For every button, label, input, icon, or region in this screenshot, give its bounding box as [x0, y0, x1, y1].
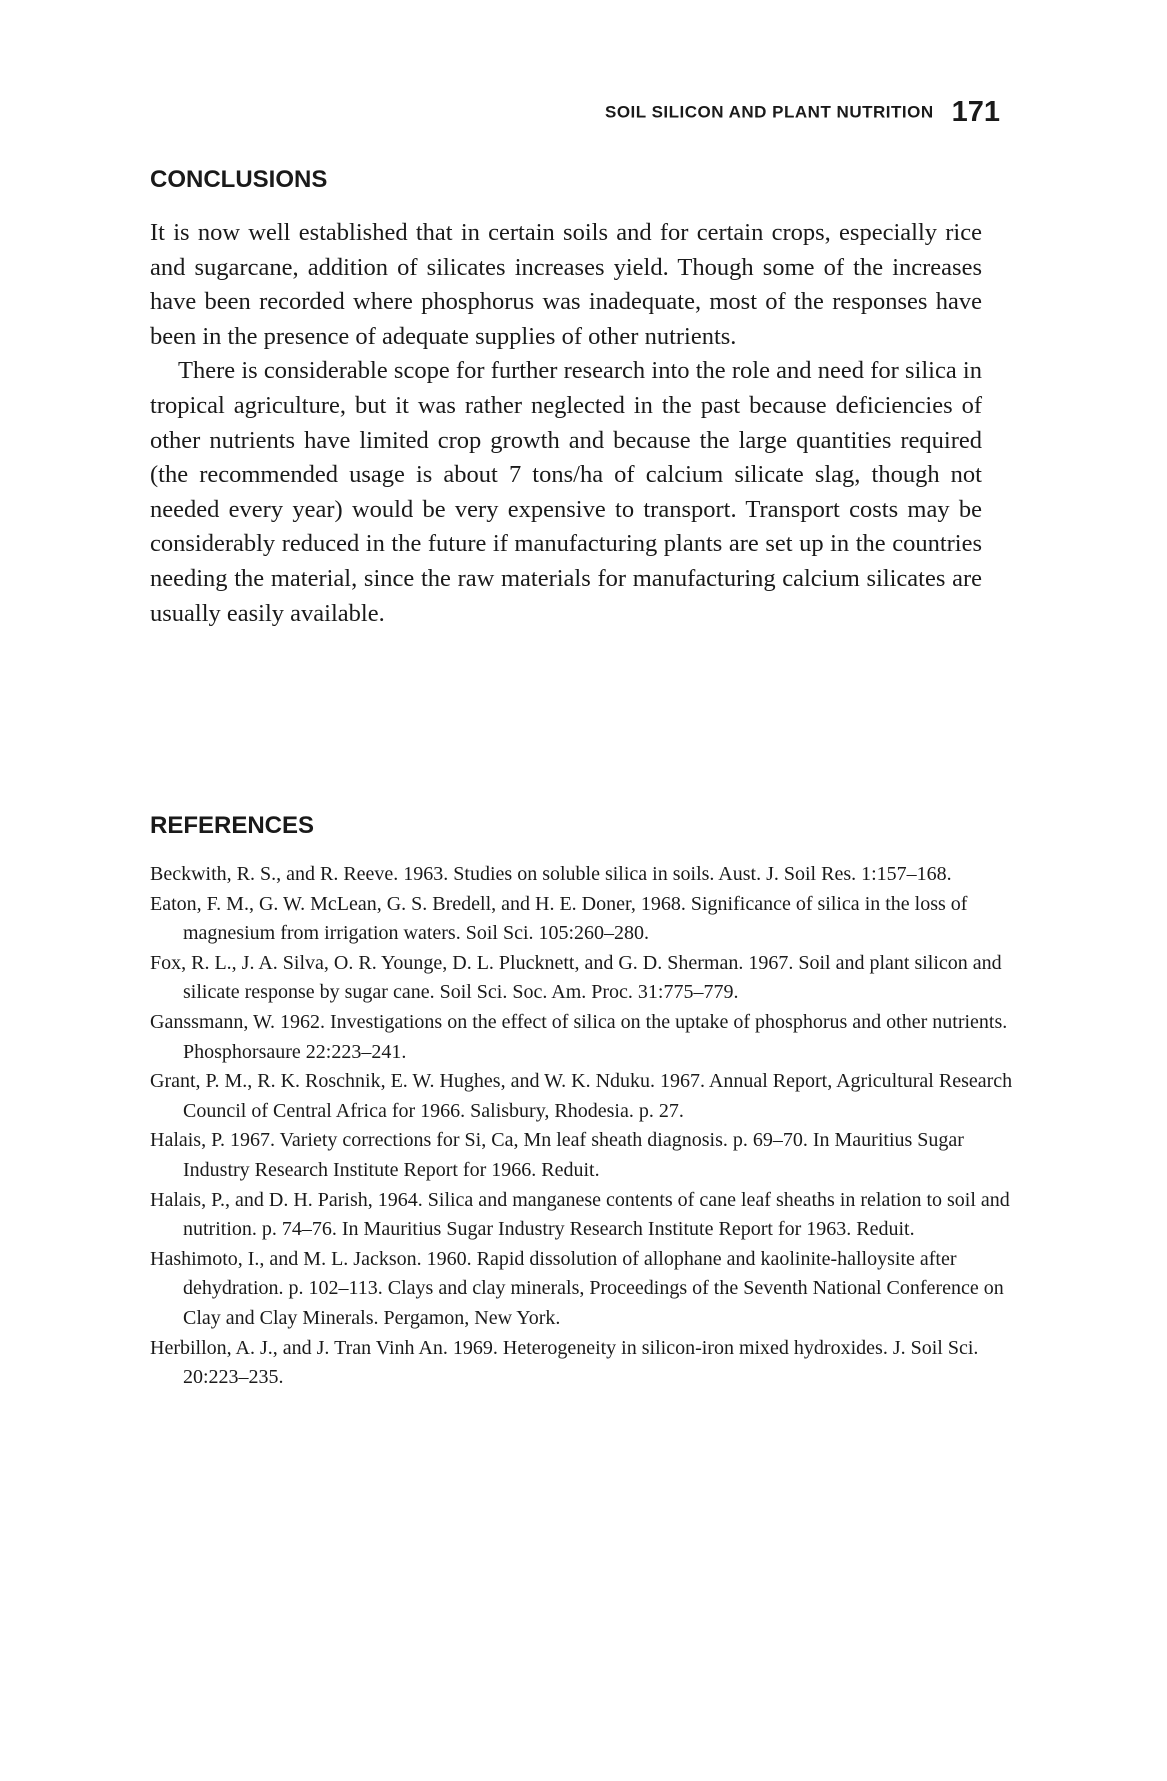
reference-entry: Fox, R. L., J. A. Silva, O. R. Younge, D. L. Plucknett, and G. D. Sherman. 1967. Soil and plant silicon and silicate response by sugar cane. Soil Sci. Soc. Am. Proc. 31:775–779.	[150, 951, 1002, 1004]
conclusions-paragraph-1: It is now well established that in certain soils and for certain crops, especially rice and sugarcane, addition of silicates increases yield. Though some of the increases have been recorded where phosphorus was inadequate, most of the responses have been in the presence of adequate supplies of other nutrients.	[150, 219, 982, 350]
running-head	[150, 96, 1000, 129]
conclusions-heading: CONCLUSIONS	[150, 166, 328, 193]
reference-list	[150, 860, 1022, 1393]
reference-entry: Beckwith, R. S., and R. Reeve. 1963. Studies on soluble silica in soils. Aust. J. Soil Res. 1:157–168.	[150, 863, 952, 885]
reference-entry: Ganssmann, W. 1962. Investigations on the effect of silica on the uptake of phosphorus and other nutrients. Phosphorsaure 22:223–241.	[150, 1010, 1008, 1063]
reference-entry: Herbillon, A. J., and J. Tran Vinh An. 1969. Heterogeneity in silicon-iron mixed hydroxides. J. Soil Sci. 20:223–235.	[150, 1336, 979, 1389]
page-number: 171	[951, 96, 1000, 128]
reference-entry: Hashimoto, I., and M. L. Jackson. 1960. Rapid dissolution of allophane and kaolinite-halloysite after dehydration. p. 102–113. Clays and clay minerals, Proceedings of the Seventh National Conference on Clay and Clay Minerals. Pergamon, New York.	[150, 1247, 1004, 1329]
reference-entry: Halais, P. 1967. Variety corrections for Si, Ca, Mn leaf sheath diagnosis. p. 69–70. In Mauritius Sugar Industry Research Institute Report for 1966. Reduit.	[150, 1129, 964, 1181]
running-head-title: SOIL SILICON AND PLANT NUTRITION	[605, 102, 934, 122]
reference-entry: Grant, P. M., R. K. Roschnik, E. W. Hughes, and W. K. Nduku. 1967. Annual Report, Agricultural Research Council of Central Africa for 1966. Salisbury, Rhodesia. p. 27.	[150, 1070, 1013, 1122]
references-heading: REFERENCES	[150, 812, 315, 839]
conclusions-paragraph-2: There is considerable scope for further research into the role and need for silica in tropical agriculture, but it was rather neglected in the past because deficiencies of other nutrients have limited crop growth and because the large quantities required (the recommended usage is about 7 tons/ha of calcium silicate slag, though not needed every year) would be very expensive to transport. Transport costs may be considerably reduced in the future if manufacturing plants are set up in the countries needing the material, since the raw materials for manufacturing calcium silicates are usually easily available.	[150, 357, 982, 627]
reference-entry: Eaton, F. M., G. W. McLean, G. S. Bredell, and H. E. Doner, 1968. Significance of silica in the loss of magnesium from irrigation waters. Soil Sci. 105:260–280.	[150, 892, 968, 945]
conclusions-body	[150, 216, 982, 631]
reference-entry: Halais, P., and D. H. Parish, 1964. Silica and manganese contents of cane leaf sheaths in relation to soil and nutrition. p. 74–76. In Mauritius Sugar Industry Research Institute Report for 1963. Reduit.	[150, 1188, 1010, 1241]
